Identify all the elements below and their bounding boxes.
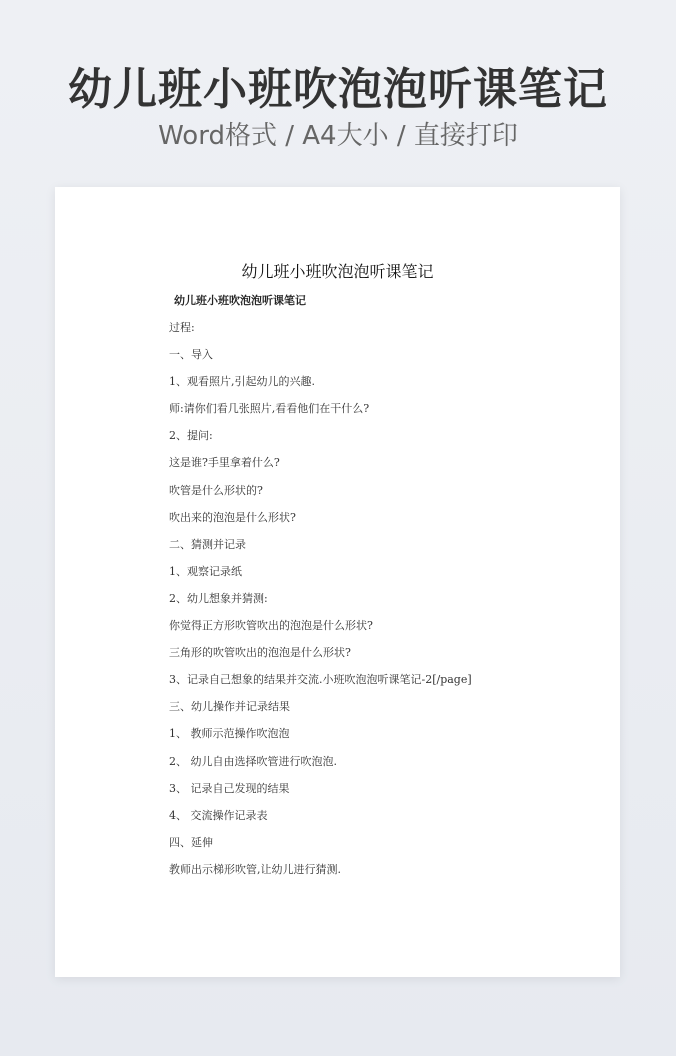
body-line: 吹出来的泡泡是什么形状? [169,510,296,524]
body-line: 1、观察记录纸 [169,564,242,578]
body-line: 二、猜测并记录 [169,537,246,551]
body-line: 三、幼儿操作并记录结果 [169,700,290,714]
body-line: 师:请你们看几张照片,看看他们在干什么? [169,402,370,416]
document-page [55,187,620,977]
body-line: 这是谁?手里拿着什么? [169,456,280,470]
document-subtitle: 幼儿班小班吹泡泡听课笔记 [174,294,306,307]
body-line: 过程: [169,321,195,334]
body-line: 2、幼儿想象并猜测: [169,591,268,605]
body-line: 吹管是什么形状的? [169,483,263,497]
body-line: 2、提问: [169,429,213,443]
body-line: 4、 交流操作记录表 [169,808,268,822]
body-line: 2、 幼儿自由选择吹管进行吹泡泡. [169,754,337,768]
body-line: 教师出示梯形吹管,让幼儿进行猜测. [169,862,341,876]
body-line: 四、延伸 [169,835,213,849]
body-line: 一、导入 [169,348,213,362]
document-title: 幼儿班小班吹泡泡听课笔记 [241,262,434,281]
body-line: 你觉得正方形吹管吹出的泡泡是什么形状? [169,619,373,633]
document-body [169,320,589,889]
body-line: 三角形的吹管吹出的泡泡是什么形状? [169,646,351,660]
body-line: 1、 教师示范操作吹泡泡 [169,727,290,741]
body-line: 3、记录自己想象的结果并交流.小班吹泡泡听课笔记-2[/page] [169,673,472,687]
body-line: 3、 记录自己发现的结果 [169,781,290,795]
banner-subtitle: Word格式 / A4大小 / 直接打印 [158,121,518,151]
banner-title: 幼儿班小班吹泡泡听课笔记 [68,64,608,115]
body-line: 1、观看照片,引起幼儿的兴趣. [169,375,315,389]
